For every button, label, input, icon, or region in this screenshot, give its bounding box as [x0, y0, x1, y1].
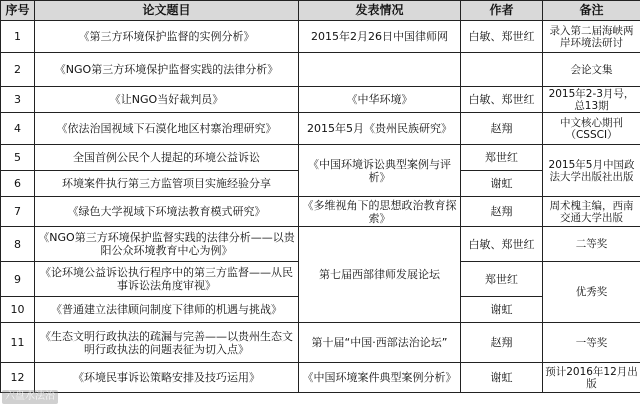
publication [299, 363, 461, 393]
remark: 中文核心期刊（CSSCI） [543, 113, 640, 145]
paper-title: 环境案件执行第三方监管项目实施经验分享 [35, 171, 299, 197]
row-number: 7 [1, 197, 35, 227]
author: 谢虹 [461, 297, 543, 323]
paper-title: 《普通建立法律顾问制度下律师的机遇与挑战》 [35, 297, 299, 323]
paper-title: 《环境民事诉讼策略安排及技巧运用》 [35, 363, 299, 393]
paper-title: 《依法治国视域下石漠化地区村寨治理研究》 [35, 113, 299, 145]
author: 郑世红 [461, 145, 543, 171]
row-number: 8 [1, 227, 35, 262]
author: 赵翔 [461, 323, 543, 363]
author: 白敏、郑世红 [461, 87, 543, 113]
remark: 会论文集 [543, 53, 640, 87]
author: 白敏、郑世红 [461, 21, 543, 53]
table-row [1, 197, 640, 227]
publication-text: 《中国环境案件典型案例分析》 [302, 371, 457, 384]
header-remark: 备注 [543, 1, 640, 21]
publication: 2015年5月《贵州民族研究》 [299, 113, 461, 145]
paper-title: 《绿色大学视域下环境法教育模式研究》 [35, 197, 299, 227]
table-row [1, 53, 640, 87]
row-number: 5 [1, 145, 35, 171]
remark [543, 197, 640, 227]
row-number: 4 [1, 113, 35, 145]
table-row [1, 21, 640, 53]
watermark: 六盘水法治 [2, 390, 58, 404]
author: 郑世红 [461, 262, 543, 297]
remark [543, 87, 640, 113]
publication [299, 197, 461, 227]
author: 谢虹 [461, 171, 543, 197]
row-number: 1 [1, 21, 35, 53]
row-number: 11 [1, 323, 35, 363]
header-row [1, 1, 640, 21]
paper-title: 《第三方环境保护监督的实例分析》 [35, 21, 299, 53]
publication: 《中华环境》 [299, 87, 461, 113]
row-number: 10 [1, 297, 35, 323]
table-row [1, 145, 640, 171]
publication: 《中国环境诉讼典型案例与评析》 [299, 145, 461, 197]
table-row [1, 363, 640, 393]
row-number: 6 [1, 171, 35, 197]
author: 赵翔 [461, 113, 543, 145]
paper-title: 《NGO第三方环境保护监督实践的法律分析》 [35, 53, 299, 87]
remark [543, 363, 640, 393]
paper-title: 《NGO第三方环境保护监督实践的法律分析——以贵阳公众环境教育中心为例》 [35, 227, 299, 262]
publication: 第七届西部律师发展论坛 [299, 227, 461, 323]
paper-title: 《让NGO当好裁判员》 [35, 87, 299, 113]
header-title: 论文题目 [35, 1, 299, 21]
remark-text: 预计2016年12月出版 [545, 365, 638, 390]
paper-title: 《论环境公益诉讼执行程序中的第三方监督——从民事诉讼法角度审视》 [35, 262, 299, 297]
row-number: 3 [1, 87, 35, 113]
remark-text: 周术槐主编，西南交通大学出版 [549, 199, 634, 224]
remark: 2015年5月中国政法大学出版社出版 [543, 145, 640, 197]
remark: 二等奖 [543, 227, 640, 262]
author: 赵翔 [461, 197, 543, 227]
row-number: 9 [1, 262, 35, 297]
author: 谢虹 [461, 363, 543, 393]
remark: 优秀奖 [543, 262, 640, 323]
author: 白敏、郑世红 [461, 227, 543, 262]
header-no: 序号 [1, 1, 35, 21]
remark-text: 2015年2-3月号，总13期 [548, 87, 635, 112]
author [461, 53, 543, 87]
header-publication: 发表情况 [299, 1, 461, 21]
remark [543, 21, 640, 53]
remark: 一等奖 [543, 323, 640, 363]
row-number: 12 [1, 363, 35, 393]
header-author: 作者 [461, 1, 543, 21]
table-row [1, 323, 640, 363]
table-row [1, 113, 640, 145]
publication: 第十届“中国·西部法治论坛” [299, 323, 461, 363]
publication [299, 53, 461, 87]
row-number: 2 [1, 53, 35, 87]
table-row [1, 227, 640, 262]
paper-title: 全国首例公民个人提起的环境公益诉讼 [35, 145, 299, 171]
publication-text: 《多维视角下的思想政治教育探索》 [302, 198, 457, 225]
remark-text: 录入第二届海峡两岸环境法研讨 [549, 24, 634, 49]
publication: 2015年2月26日中国律师网 [299, 21, 461, 53]
table-row [1, 87, 640, 113]
paper-title: 《生态文明行政执法的疏漏与完善——以贵州生态文明行政执法的问题表征为切入点》 [35, 323, 299, 363]
